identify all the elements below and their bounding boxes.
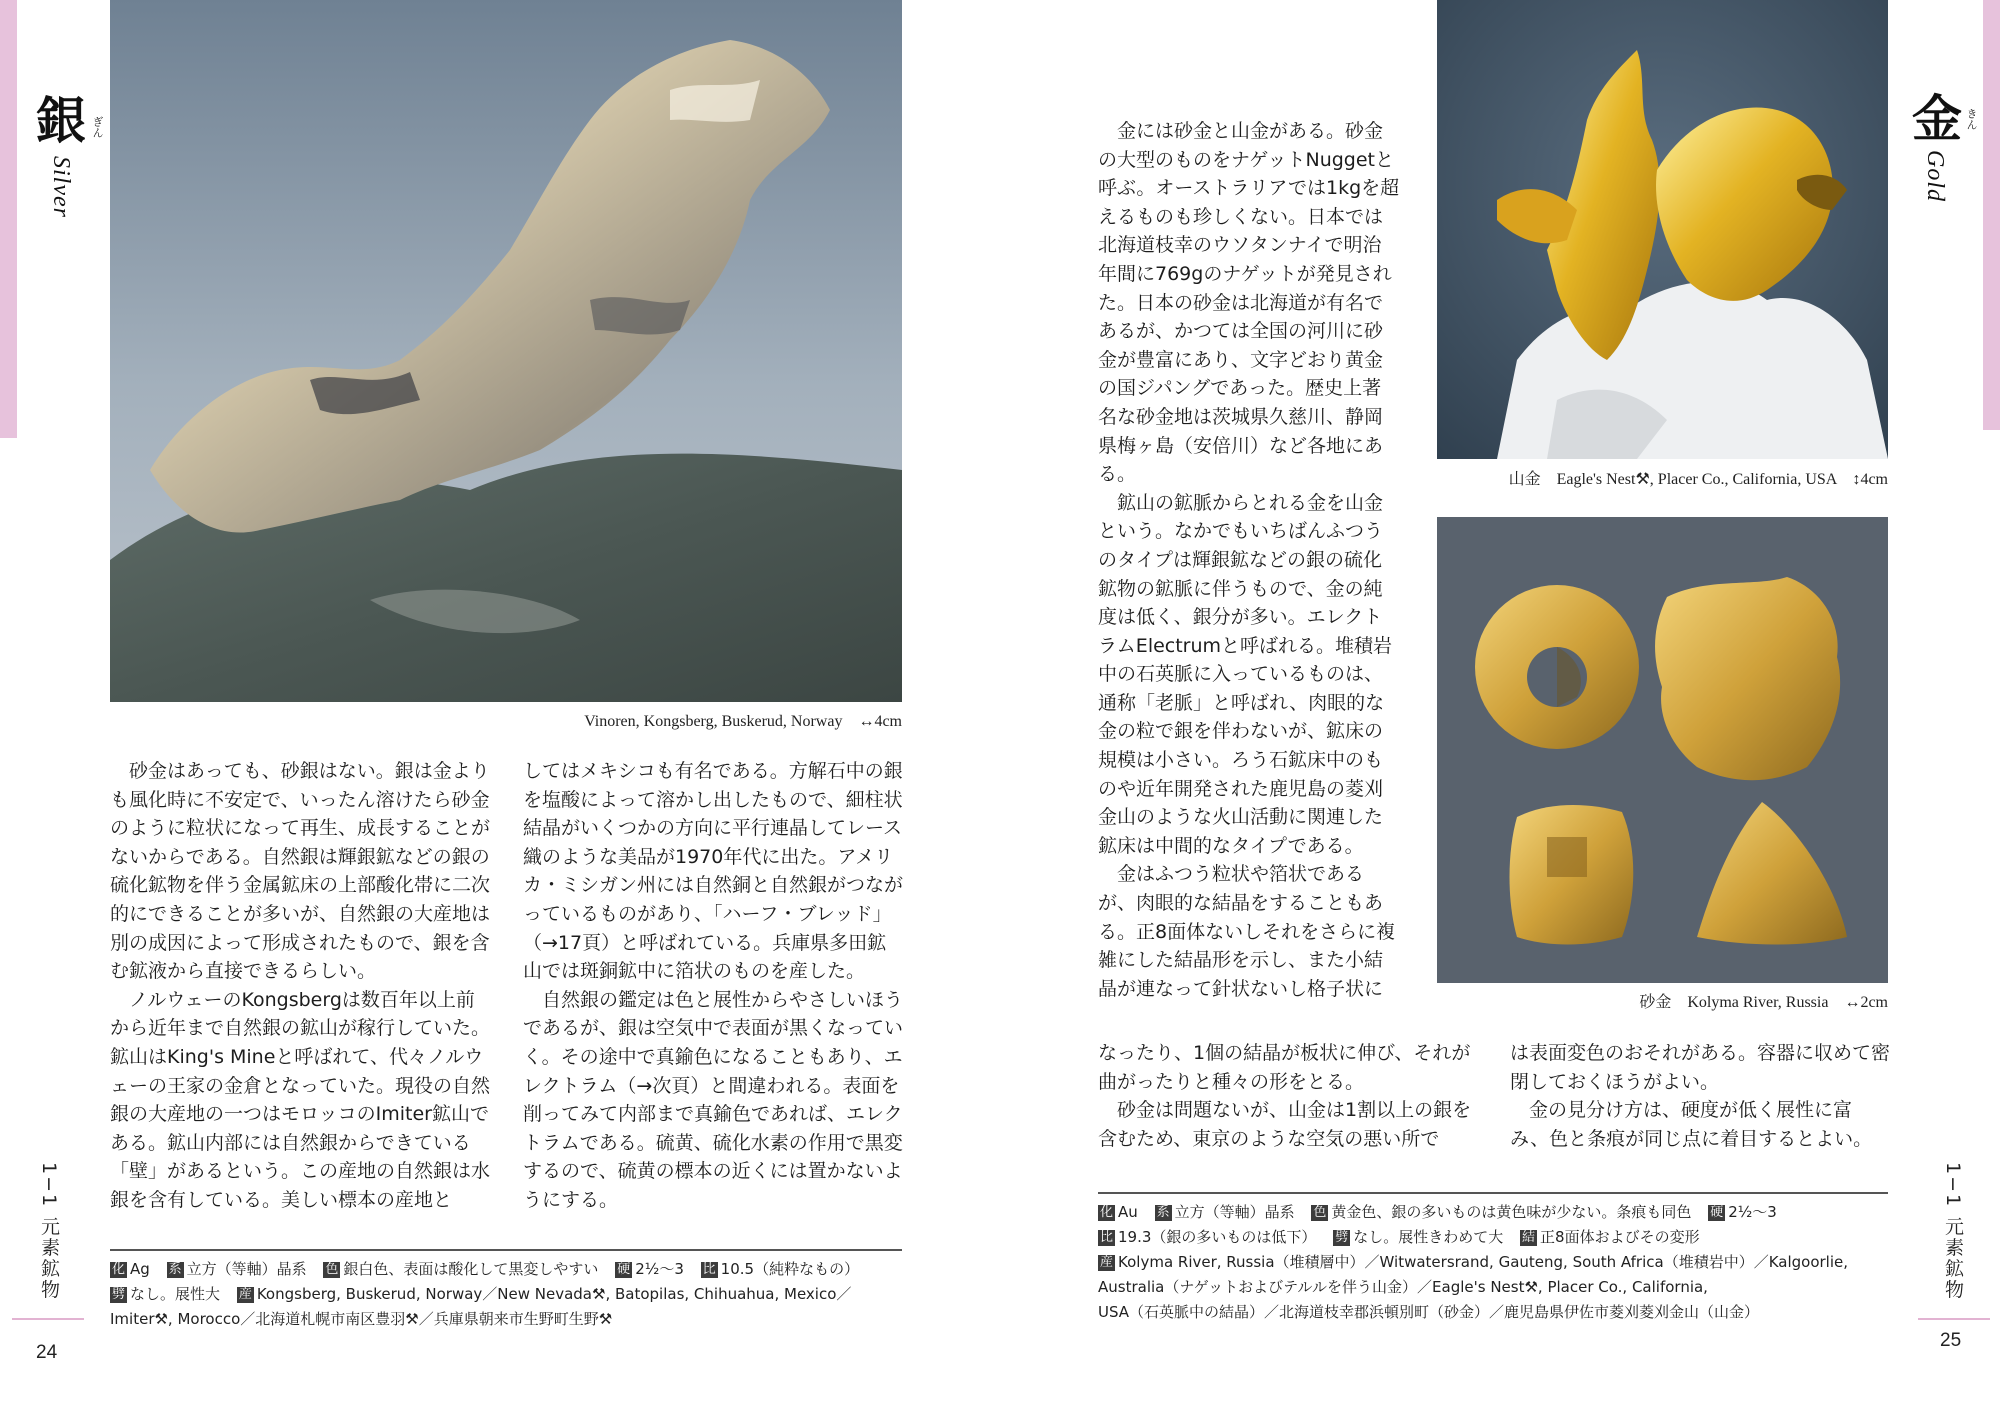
tag-locality: 産 xyxy=(1100,1255,1114,1270)
left-title-ruby: ぎん xyxy=(91,116,104,138)
silver-specimen-photo xyxy=(110,0,902,702)
left-body-column-1 xyxy=(110,757,490,1215)
right-mineral-data xyxy=(1098,1200,1898,1325)
tag-system: 系 xyxy=(1156,1205,1170,1220)
right-col1b-para-1: なったり、1個の結晶が板状に伸び、それが曲がったりと種々の形をとる。 xyxy=(1098,1042,1471,1093)
silver-color: 銀白色、表面は酸化して黒変しやすい xyxy=(343,1260,599,1278)
silver-gravity: 10.5（純粋なもの） xyxy=(720,1260,860,1278)
gold-gravity: 19.3（銀の多いものは低下） xyxy=(1118,1228,1317,1246)
silver-photo-caption: Vinoren, Kongsberg, Buskerud, Norway ↔4cm xyxy=(584,713,902,730)
right-body-column-1b xyxy=(1098,1039,1488,1153)
tag-color: 色 xyxy=(1313,1205,1327,1220)
gold-system: 立方（等軸）晶系 xyxy=(1174,1203,1295,1221)
right-col1-para-2: 鉱山の鉱脈からとれる金を山金という。なかでもいちばんふつうのタイプは輝銀鉱などの銀の硫化鉱物の鉱脈に伴うもので、金の純度は低く、銀分が多い。エレクトラムElectrumと呼ばれる。堆積岩中の石英脈に入っているものは、通称「老脈」と呼ばれ、肉眼的な金の粒で銀を伴わないが、鉱床の規模は小さい。ろう石鉱床中のものや近年開発された鹿児島の菱刈金山のような火山活動に関連した鉱床は中間的なタイプである。 xyxy=(1098,491,1393,857)
tag-form: 結 xyxy=(1522,1230,1536,1245)
right-col1-para-3: 金はふつう粒状や箔状であるが、肉眼的な結晶をすることもある。正8面体ないしそれをさらに複雑にした結晶形を示し、また小結晶が連なって針状ないし格子状に xyxy=(1098,863,1396,1000)
silver-locality-1: Kongsberg, Buskerud, Norway／New Nevada⚒, Batopilas, Chihuahua, Mexico／ xyxy=(256,1285,852,1303)
gold-formula: Au xyxy=(1118,1203,1138,1221)
left-col2-para-2: 自然銀の鑑定は色と展性からやさしいほうであるが、銀は空気中で表面が黒くなっていく。その途中で真鍮色になることもあり、エレクトラム（→次頁）と間違われる。表面を削ってみて内部まで真鍮色であれば、エレクトラムである。硫黄、硫化水素の作用で黒変するので、硫黄の標本の近くには置かないようにする。 xyxy=(523,988,904,1211)
silver-cleavage: なし。展性大 xyxy=(130,1285,221,1303)
left-title-kanji: 銀 xyxy=(36,91,86,150)
left-section-label: 1−1 元素鉱物 xyxy=(38,1162,60,1301)
right-data-line-3 xyxy=(1098,1250,1898,1275)
gold-cleavage: なし。展性きわめて大 xyxy=(1353,1228,1504,1246)
left-body-column-2 xyxy=(523,757,903,1215)
right-data-rule xyxy=(1098,1192,1888,1194)
gold-nuggets-caption: 砂金 Kolyma River, Russia ↔2cm xyxy=(1639,994,1888,1011)
right-col1-para-1: 金には砂金と山金がある。砂金の大型のものをナゲットNuggetと呼ぶ。オーストラリアでは1kgを超えるものも珍しくない。日本では北海道枝幸のウソタンナイで明治年間に769gのナゲットが発見された。日本の砂金は北海道が有名であるが、かつては全国の河川に砂金が豊富にあり、文字どおり黄金の国ジパングであった。歴史上著名な砂金地は茨城県久慈川、静岡県梅ヶ島（安倍川）など各地にある。 xyxy=(1098,120,1400,486)
right-title-kanji: 金 xyxy=(1912,89,1962,148)
right-page-number: 25 xyxy=(1940,1330,1962,1351)
silver-hardness: 2½〜3 xyxy=(635,1260,684,1278)
silver-system: 立方（等軸）晶系 xyxy=(186,1260,307,1278)
right-col1b-para-2: 砂金は問題ないが、山金は1割以上の銀を含むため、東京のような空気の悪い所で xyxy=(1098,1099,1472,1150)
tag-gravity: 比 xyxy=(1100,1230,1114,1245)
tag-cleavage: 劈 xyxy=(1335,1230,1349,1245)
tag-color: 色 xyxy=(325,1262,339,1277)
tag-formula: 化 xyxy=(112,1262,126,1277)
right-title-ruby: きん xyxy=(1965,108,1978,130)
tag-hardness: 硬 xyxy=(617,1262,631,1277)
tag-formula: 化 xyxy=(1100,1205,1114,1220)
right-section-label: 1−1 元素鉱物 xyxy=(1942,1162,1964,1301)
right-title-latin: Gold xyxy=(1922,150,1948,202)
right-body-column-2 xyxy=(1510,1039,1890,1153)
left-page-number: 24 xyxy=(36,1342,58,1363)
tag-locality: 産 xyxy=(238,1287,252,1302)
right-edge-tab xyxy=(1983,0,2000,430)
gold-locality-3: USA（石英脈中の結晶）／北海道枝幸郡浜頓別町（砂金）／鹿児島県伊佐市菱刈菱刈金山（山金） xyxy=(1098,1303,1760,1321)
silver-locality-2: Imiter⚒, Morocco／北海道札幌市南区豊羽⚒／兵庫県朝来市生野町生野⚒ xyxy=(110,1310,613,1328)
gold-locality-2: Australia（ナゲットおよびテルルを伴う山金）／Eagle's Nest⚒, Placer Co., California, xyxy=(1098,1278,1708,1296)
left-edge-tab xyxy=(0,0,17,438)
gold-form: 正8面体およびその変形 xyxy=(1540,1228,1700,1246)
silver-formula: Ag xyxy=(130,1260,150,1278)
right-section-rule xyxy=(1918,1318,1990,1320)
right-data-line-1 xyxy=(1098,1200,1898,1225)
gold-color: 黄金色、銀の多いものは黄色味が少ない。条痕も同色 xyxy=(1331,1203,1692,1221)
right-body-column-1 xyxy=(1098,117,1400,1003)
left-col2-para-1: してはメキシコも有名である。方解石中の銀を塩酸によって溶かし出したもので、細柱状結晶がいくつかの方向に平行連晶してレース織のような美品が1970年代に出た。アメリカ・ミシガン州には自然銅と自然銀がつながっているものがあり、「ハーフ・ブレッド」（→17頁）と呼ばれている。兵庫県多田鉱山では斑銅鉱中に箔状のものを産した。 xyxy=(523,760,904,983)
tag-hardness: 硬 xyxy=(1710,1205,1724,1220)
left-data-rule xyxy=(110,1249,902,1251)
right-col2-para-1: は表面変色のおそれがある。容器に収めて密閉しておくほうがよい。 xyxy=(1510,1042,1891,1093)
gold-locality-1: Kolyma River, Russia（堆積層中）／Witwatersrand, Gauteng, South Africa（堆積岩中）／Kalgoorlie, xyxy=(1118,1253,1849,1271)
gold-vein-caption: 山金 Eagle's Nest⚒, Placer Co., California, USA ↕4cm xyxy=(1508,471,1888,488)
right-data-line-2 xyxy=(1098,1225,1898,1250)
right-col2-para-2: 金の見分け方は、硬度が低く展性に富み、色と条痕が同じ点に着目するとよい。 xyxy=(1510,1099,1873,1150)
left-col1-para-2: ノルウェーのKongsbergは数百年以上前から近年まで自然銀の鉱山が稼行していた。鉱山はKing's Mineと呼ばれて、代々ノルウェーの王家の金倉となっていた。現役の自然銀の大産地の一つはモロッコのImiter鉱山である。鉱山内部には自然銀からできている「壁」があるという。この産地の自然銀は水銀を含有している。美しい標本の産地と xyxy=(110,988,491,1211)
left-section-rule xyxy=(12,1318,84,1320)
tag-cleavage: 劈 xyxy=(112,1287,126,1302)
tag-system: 系 xyxy=(168,1262,182,1277)
left-data-line-1 xyxy=(110,1257,910,1282)
gold-nuggets-photo xyxy=(1437,517,1888,983)
gold-hardness: 2½〜3 xyxy=(1728,1203,1777,1221)
left-mineral-data xyxy=(110,1257,910,1332)
left-data-line-2 xyxy=(110,1282,910,1307)
left-title-latin: Silver xyxy=(48,156,74,218)
gold-vein-photo xyxy=(1437,0,1888,459)
left-col1-para-1: 砂金はあっても、砂銀はない。銀は金よりも風化時に不安定で、いったん溶けたら砂金のように粒状になって再生、成長することがないからである。自然銀は輝銀鉱などの銀の硫化鉱物を伴う金属鉱床の上部酸化帯に二次的にできることが多いが、自然銀の大産地は別の成因によって形成されたもので、銀を含む鉱液から直接できるらしい。 xyxy=(110,760,491,983)
tag-gravity: 比 xyxy=(702,1262,716,1277)
